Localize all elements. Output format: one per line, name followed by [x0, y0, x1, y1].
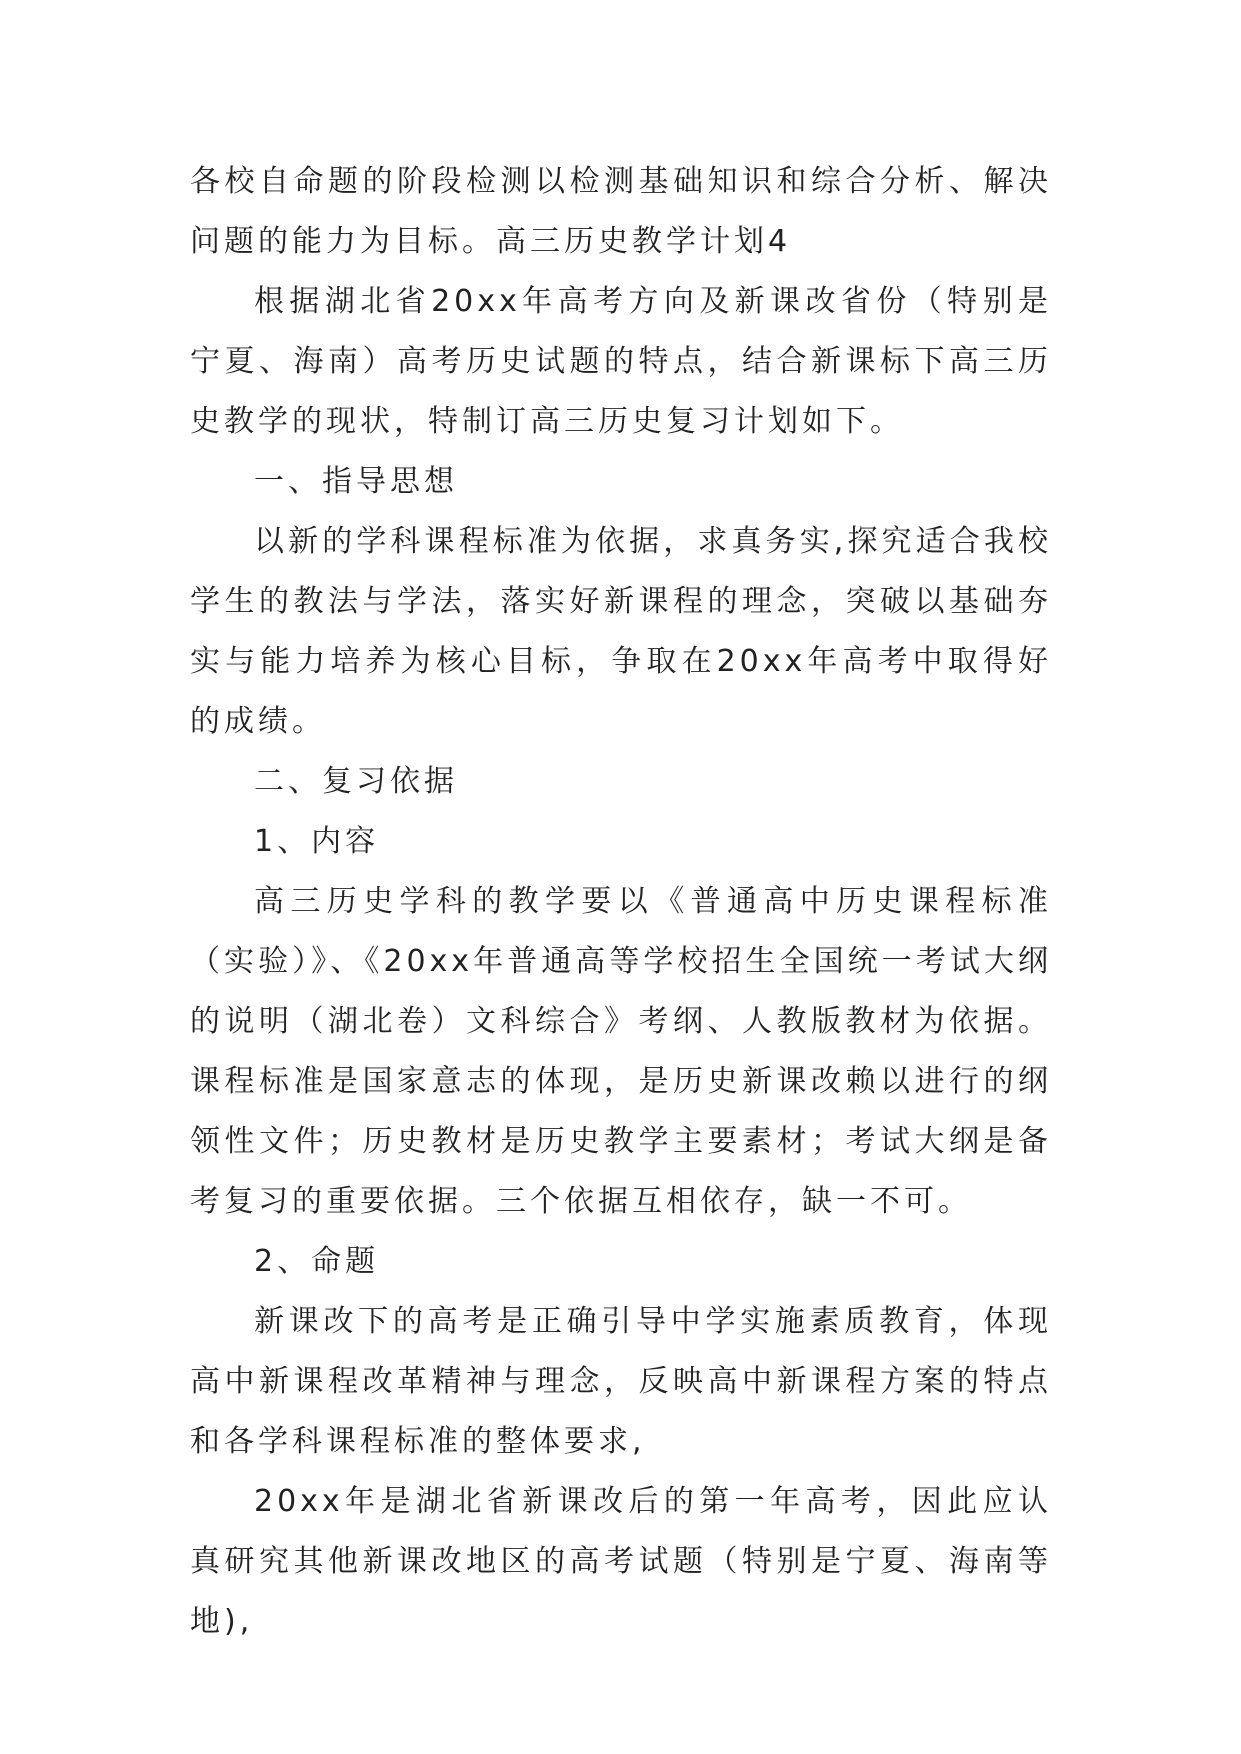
- paragraph-intro: 各校自命题的阶段检测以检测基础知识和综合分析、解决问题的能力为目标。高三历史教学计划4: [190, 164, 1052, 259]
- heading-guiding-ideology: 一、指导思想: [254, 464, 458, 499]
- document-body: [190, 152, 1052, 1652]
- heading-content: 1、内容: [254, 824, 380, 859]
- paragraph-first-year: 20xx年是湖北省新课改后的第一年高考，因此应认真研究其他新课改地区的高考试题（特别是宁夏、海南等地),: [190, 1484, 1052, 1639]
- paragraph-guiding-ideology: 以新的学科课程标准为依据，求真务实,探究适合我校学生的教法与学法，落实好新课程的理念，突破以基础夯实与能力培养为核心目标，争取在20xx年高考中取得好的成绩。: [190, 524, 1052, 739]
- paragraph-proposition: 新课改下的高考是正确引导中学实施素质教育，体现高中新课程改革精神与理念，反映高中新课程方案的特点和各学科课程标准的整体要求,: [190, 1304, 1052, 1459]
- paragraph-basis: 根据湖北省20xx年高考方向及新课改省份（特别是宁夏、海南）高考历史试题的特点，结合新课标下高三历史教学的现状，特制订高三历史复习计划如下。: [190, 284, 1052, 439]
- heading-review-basis: 二、复习依据: [254, 764, 458, 799]
- paragraph-content: 高三历史学科的教学要以《普通高中历史课程标准（实验）》、《20xx年普通高等学校招生全国统一考试大纲的说明（湖北卷）文科综合》考纲、人教版教材为依据。课程标准是国家意志的体现，是历史新课改赖以进行的纲领性文件；历史教材是历史教学主要素材；考试大纲是备考复习的重要依据。三个依据互相依存，缺一不可。: [190, 884, 1052, 1219]
- heading-proposition: 2、命题: [254, 1244, 380, 1279]
